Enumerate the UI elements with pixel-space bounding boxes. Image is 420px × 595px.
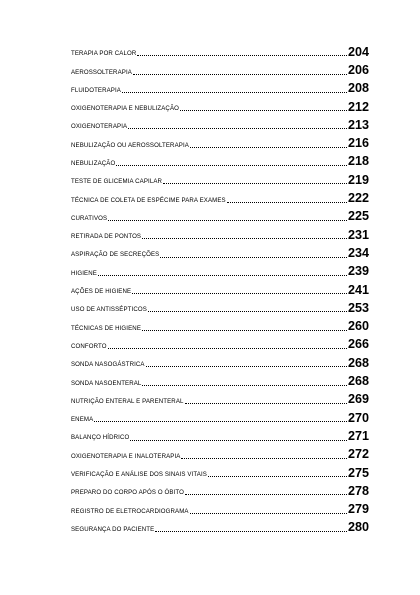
toc-entry [71, 131, 369, 149]
toc-entry [71, 443, 369, 461]
toc-entry-title: OXIGENOTERAPIA [71, 123, 128, 131]
dot-leader [108, 348, 347, 349]
toc-entry-page-number: 204 [347, 44, 369, 59]
dot-leader [163, 183, 347, 184]
toc-entry-title: FLUIDOTERAPIA [71, 86, 121, 94]
toc-entry-title: BALANÇO HÍDRICO [71, 434, 130, 442]
toc-entry [71, 314, 369, 332]
toc-entry-page-number: 253 [347, 300, 369, 315]
toc-entry [71, 351, 369, 369]
toc-entry-title: RETIRADA DE PONTOS [71, 233, 142, 241]
toc-entry-page-number: 266 [347, 337, 369, 352]
toc-entry [71, 479, 369, 497]
toc-entry [71, 497, 369, 515]
dot-leader [116, 165, 347, 166]
dot-leader [160, 257, 347, 258]
toc-entry-page-number: 231 [347, 227, 369, 242]
toc-entry [71, 388, 369, 406]
dot-leader [142, 385, 347, 386]
toc-entry [71, 260, 369, 278]
dot-leader [148, 311, 347, 312]
toc-entry-title: AEROSSOLTERAPIA [71, 68, 132, 76]
dot-leader [142, 330, 347, 331]
toc-entry-page-number: 241 [347, 282, 369, 297]
toc-entry-title: CONFORTO [71, 342, 107, 350]
dot-leader [137, 55, 347, 56]
dot-leader [133, 74, 347, 75]
dot-leader [155, 531, 347, 532]
toc-entry [71, 186, 369, 204]
toc-entry-title: AÇÕES DE HIGIENE [71, 288, 132, 296]
toc-entry [71, 150, 369, 168]
toc-entry-title: OXIGENOTERAPIA E NEBULIZAÇÃO [71, 105, 179, 113]
toc-entry [71, 223, 369, 241]
toc-entry [71, 406, 369, 424]
toc-entry-title: NUTRIÇÃO ENTERAL E PARENTERAL [71, 397, 184, 405]
toc-entry-page-number: 216 [347, 136, 369, 151]
dot-leader [190, 147, 347, 148]
toc-entry-page-number: 272 [347, 447, 369, 462]
toc-entry [71, 333, 369, 351]
toc-entry-page-number: 206 [347, 63, 369, 77]
dot-leader [128, 128, 347, 129]
dot-leader [142, 238, 347, 239]
toc-entry-page-number: 280 [347, 520, 369, 535]
toc-entry [71, 461, 369, 479]
toc-entry [71, 296, 369, 314]
dot-leader [130, 440, 347, 441]
toc-entry-title: HIGIENE [71, 269, 97, 277]
toc-entry [71, 205, 369, 223]
toc-entry-page-number: 270 [347, 410, 369, 425]
toc-entry-title: NEBULIZAÇÃO OU AEROSSOLTERAPIA [71, 141, 189, 149]
dot-leader [190, 513, 347, 514]
toc-entry-title: TESTE DE GLICEMIA CAPILAR [71, 178, 163, 186]
toc-entry-title: REGISTRO DE ELETROCARDIOGRAMA [71, 507, 189, 515]
toc-entry [71, 77, 369, 95]
toc-entry-page-number: 219 [347, 172, 369, 187]
toc-entry-page-number: 271 [347, 428, 369, 443]
toc-entry-title: TÉCNICAS DE HIGIENE [71, 324, 141, 332]
toc-entry-title: PREPARO DO CORPO APÓS O ÓBITO [71, 489, 184, 497]
dot-leader [227, 202, 347, 203]
toc-entry-page-number: 260 [347, 319, 369, 334]
toc-entry-title: ENEMA [71, 416, 94, 424]
toc-entry-page-number: 218 [347, 154, 369, 169]
toc-entry-title: OXIGENOTERAPIA E INALOTERAPIA [71, 452, 181, 460]
toc-entry-page-number: 225 [347, 209, 369, 224]
toc-entry-page-number: 222 [347, 191, 369, 206]
toc-entry-page-number: 275 [347, 465, 369, 480]
toc-entry [71, 241, 369, 259]
toc-entry-title: SEGURANÇA DO PACIENTE [71, 525, 155, 533]
toc-entry-title: ASPIRAÇÃO DE SECREÇÕES [71, 251, 160, 259]
toc-entry [71, 424, 369, 442]
dot-leader [132, 293, 347, 294]
toc-entry-page-number: 278 [347, 483, 369, 498]
toc-entry-page-number: 239 [347, 264, 369, 279]
toc-entry-title: SONDA NASOGÁSTRICA [71, 361, 145, 369]
toc-entry-title: NEBULIZAÇÃO [71, 159, 116, 167]
dot-leader [94, 421, 347, 422]
toc-entry-title: USO DE ANTISSÉPTICOS [71, 306, 147, 314]
toc-entry [71, 95, 369, 113]
toc-entry-title: SONDA NASOENTERAL [71, 379, 142, 387]
toc-entry-title: VERIFICAÇÃO E ANÁLISE DOS SINAIS VITAIS [71, 471, 207, 479]
toc-entry [71, 58, 369, 76]
toc-entry-page-number: 212 [347, 99, 369, 114]
toc-entry-page-number: 208 [347, 81, 369, 96]
toc-entry [71, 278, 369, 296]
toc-entry [71, 40, 369, 58]
dot-leader [181, 458, 347, 459]
dot-leader [122, 92, 347, 93]
toc-entry [71, 516, 369, 534]
table-of-contents [71, 40, 369, 534]
dot-leader [146, 366, 347, 367]
toc-entry-page-number: 279 [347, 502, 369, 517]
toc-entry-title: TERAPIA POR CALOR [71, 50, 137, 58]
toc-entry [71, 168, 369, 186]
dot-leader [185, 494, 347, 495]
toc-entry-page-number: 213 [347, 117, 369, 132]
toc-entry-page-number: 234 [347, 245, 369, 260]
dot-leader [108, 220, 347, 221]
dot-leader [208, 476, 347, 477]
dot-leader [180, 110, 347, 111]
toc-entry [71, 369, 369, 387]
toc-entry-page-number: 268 [347, 374, 369, 389]
dot-leader [98, 275, 347, 276]
toc-entry [71, 113, 369, 131]
toc-entry-title: TÉCNICA DE COLETA DE ESPÉCIME PARA EXAMES [71, 196, 226, 204]
toc-entry-page-number: 269 [347, 392, 369, 407]
toc-entry-title: CURATIVOS [71, 214, 108, 222]
toc-entry-page-number: 268 [347, 355, 369, 370]
dot-leader [185, 403, 347, 404]
